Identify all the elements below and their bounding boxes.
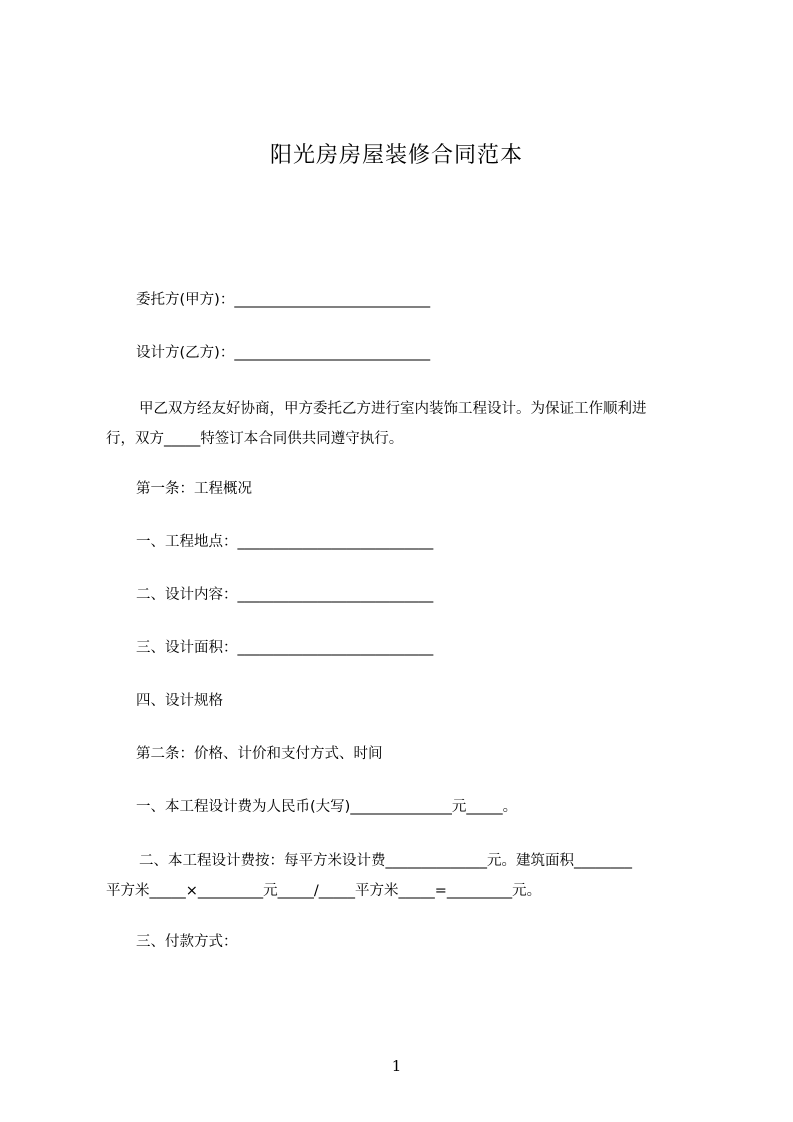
- article-2-item-fee: 一、本工程设计费为人民币(大写)______________元_____。: [136, 799, 518, 815]
- article-2-heading: 第二条：价格、计价和支付方式、时间: [136, 746, 383, 762]
- intro-paragraph: [106, 394, 704, 454]
- calc-line-2: 平方米_____×_________元_____/_____平方米_____=_________元。: [106, 883, 542, 899]
- party-a-line: 委托方(甲方)：___________________________: [136, 292, 431, 308]
- article-2-item-calc: [106, 846, 704, 906]
- document-title: 阳光房房屋装修合同范本: [269, 143, 523, 168]
- party-b-line: 设计方(乙方)：___________________________: [136, 345, 431, 361]
- article-1-item-spec: 四、设计规格: [136, 693, 223, 709]
- article-1-item-area: 三、设计面积：___________________________: [136, 640, 434, 656]
- article-1-heading: 第一条：工程概况: [136, 481, 252, 497]
- calc-line-1: 二、本工程设计费按：每平方米设计费______________元。建筑面积________: [139, 853, 632, 869]
- article-1-item-location: 一、工程地点：___________________________: [136, 534, 434, 550]
- page-number: 1: [391, 1057, 402, 1075]
- article-1-item-content: 二、设计内容：___________________________: [136, 587, 434, 603]
- article-2-item-payment: 三、付款方式：: [136, 934, 238, 950]
- intro-line-1: 甲乙双方经友好协商，甲方委托乙方进行室内装饰工程设计。为保证工作顺利进: [139, 401, 647, 417]
- intro-line-2: 行，双方_____特签订本合同供共同遵守执行。: [106, 431, 404, 447]
